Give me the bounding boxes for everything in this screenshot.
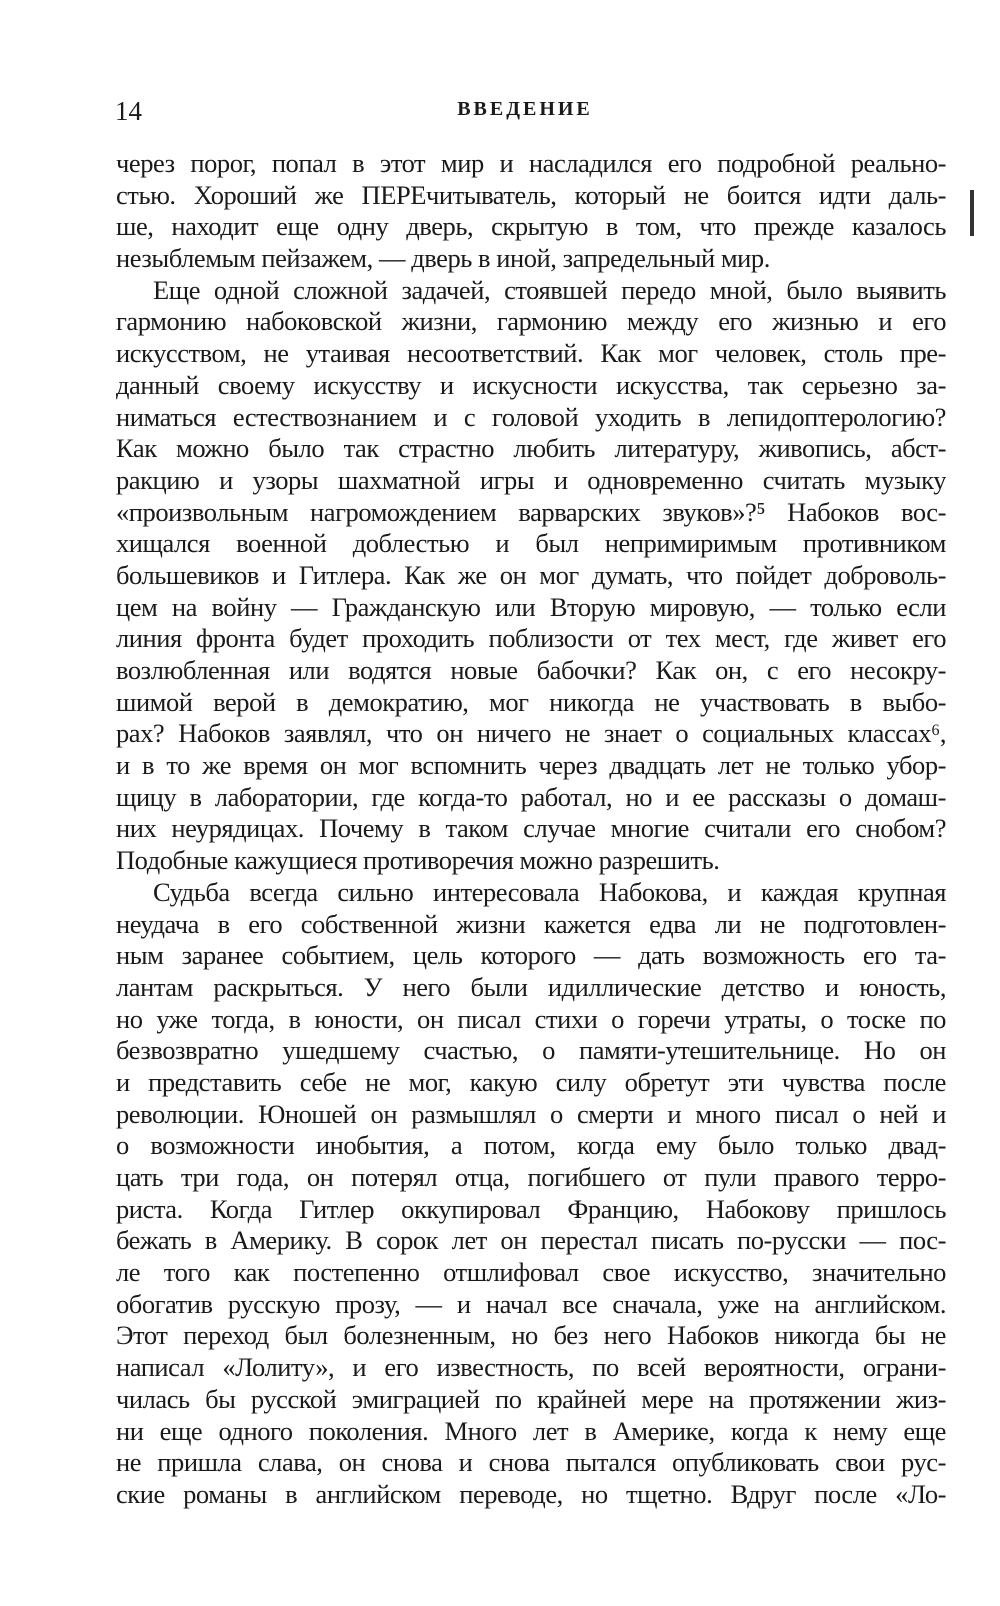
text-line: щицу в лаборатории, где когда-то работал, но и ее рассказы о домаш-	[116, 781, 946, 812]
text-line: но уже тогда, в юности, он писал стихи о горечи утраты, о тоске по	[116, 1003, 946, 1034]
text-line: незыблемым пейзажем, — дверь в иной, запредельный мир.	[116, 243, 770, 274]
text-line: ские романы в английском переводе, но тщетно. Вдруг после «Ло-	[116, 1478, 946, 1509]
text-line: ным заранее событием, цель которого — дать возможность его та-	[116, 940, 946, 971]
text-line: чилась бы русской эмиграцией по крайней мере на протяжении жиз-	[116, 1383, 946, 1414]
text-line: возлюбленная или водятся новые бабочки? Как он, с его несокру-	[116, 655, 946, 685]
text-line: хищался военной доблестью и был непримиримым противником	[116, 528, 946, 559]
text-line: ракцию и узоры шахматной игры и одновременно считать музыку	[116, 464, 946, 495]
text-line: искусством, не утаивая несоответствий. Как мог человек, столь пре-	[116, 338, 946, 369]
text-line: «произвольным нагромождением варварских звуков»?⁵ Набоков вос-	[116, 496, 946, 527]
text-line: риста. Когда Гитлер оккупировал Францию, Набокову пришлось	[116, 1193, 946, 1224]
text-line: обогатив русскую прозу, — и начал все сначала, уже на английском.	[116, 1288, 946, 1319]
text-line: ни еще одного поколения. Много лет в Америке, когда к нему еще	[116, 1415, 946, 1446]
text-line: цем на войну — Гражданскую или Вторую мировую, — только если	[116, 591, 946, 622]
body-text	[116, 148, 946, 1511]
text-line: о возможности инобытия, а потом, когда ему было только двад-	[116, 1130, 946, 1161]
text-line: гармонию набоковской жизни, гармонию между его жизнью и его	[116, 306, 946, 337]
text-line: них неурядицах. Почему в таком случае многие считали его снобом?	[116, 813, 946, 844]
text-line: и в то же время он мог вспомнить через двадцать лет не только убор-	[116, 750, 946, 781]
text-line: и представить себе не мог, какую силу обретут эти чувства после	[116, 1066, 946, 1097]
text-line: бежать в Америку. В сорок лет он перестал писать по-русски — пос-	[116, 1225, 946, 1256]
text-line: стью. Хороший же ПЕРЕчитыватель, который не боится идти даль-	[116, 179, 946, 210]
running-head: ВВЕДЕНИЕ	[457, 98, 593, 120]
text-line: Еще одной сложной задачей, стоявшей передо мной, было выявить	[153, 274, 946, 305]
text-line: неудача в его собственной жизни кажется едва ли не подготовлен-	[116, 908, 946, 939]
text-line: ниматься естествознанием и с головой уходить в лепидоптерологию?	[116, 401, 946, 432]
text-line: цать три года, он потерял отца, погибшего от пули правого терро-	[116, 1162, 946, 1192]
text-line: лантам раскрыться. У него были идиллические детство и юность,	[116, 971, 946, 1002]
text-line: Этот переход был болезненным, но без него Набоков никогда бы не	[116, 1320, 946, 1351]
page-number: 14	[115, 96, 142, 126]
text-line: большевиков и Гитлера. Как же он мог думать, что пойдет доброволь-	[116, 559, 946, 590]
text-line: Судьба всегда сильно интересовала Набокова, и каждая крупная	[153, 876, 946, 907]
text-line: ше, находит еще одну дверь, скрытую в том, что прежде казалось	[116, 211, 946, 242]
text-line: Как можно было так страстно любить литературу, живопись, абст-	[116, 433, 946, 464]
text-line: революции. Юношей он размышлял о смерти и много писал о ней и	[116, 1098, 946, 1129]
text-line: рах? Набоков заявлял, что он ничего не знает о социальных классах⁶,	[116, 718, 946, 749]
text-line: безвозвратно ушедшему счастью, о памяти-утешительнице. Но он	[116, 1035, 946, 1066]
scan-edge-mark	[970, 190, 974, 236]
text-line: линия фронта будет проходить поблизости от тех мест, где живет его	[116, 623, 946, 654]
text-line: ле того как постепенно отшлифовал свое искусство, значительно	[116, 1257, 946, 1288]
text-line: Подобные кажущиеся противоречия можно разрешить.	[116, 845, 720, 876]
text-line: через порог, попал в этот мир и насладился его подробной реально-	[116, 148, 946, 178]
text-line: данный своему искусству и искусности искусства, так серьезно за-	[116, 369, 946, 400]
text-line: написал «Лолиту», и его известность, по всей вероятности, ограни-	[116, 1352, 946, 1383]
text-line: шимой верой в демократию, мог никогда не участвовать в выбо-	[116, 686, 946, 717]
text-line: не пришла слава, он снова и снова пытался опубликовать свои рус-	[116, 1447, 946, 1478]
